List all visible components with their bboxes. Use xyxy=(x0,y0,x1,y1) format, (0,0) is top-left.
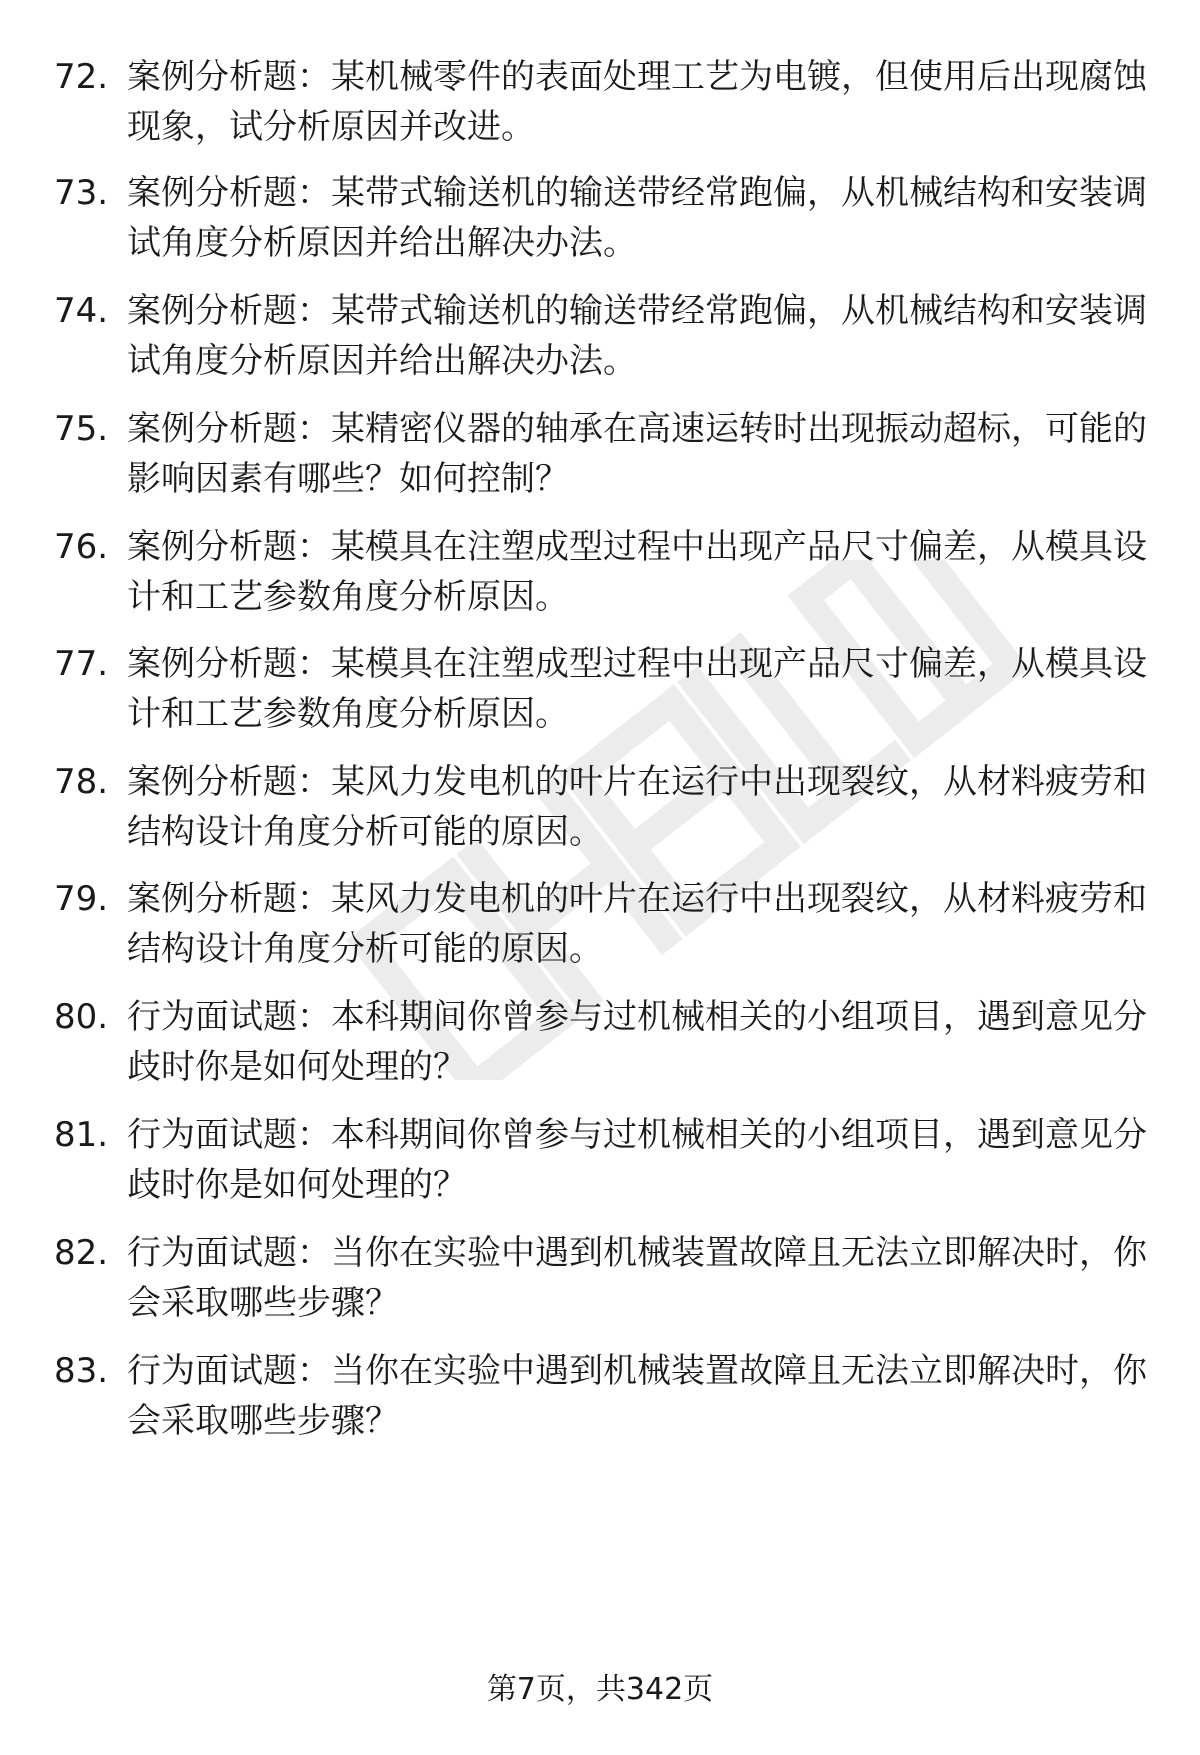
question-item xyxy=(0,168,1200,278)
question-item xyxy=(0,52,1200,162)
question-number: 79. xyxy=(54,879,109,919)
question-number: 78. xyxy=(54,762,109,802)
question-text: 案例分析题：某机械零件的表面处理工艺为电镀，但使用后出现腐蚀现象，试分析原因并改进。 xyxy=(127,57,1147,147)
question-number: 76. xyxy=(54,527,109,567)
question-text: 行为面试题：本科期间你曾参与过机械相关的小组项目，遇到意见分歧时你是如何处理的？ xyxy=(127,1115,1147,1205)
question-number: 75. xyxy=(54,409,109,449)
question-number: 72. xyxy=(54,57,109,97)
question-number: 83. xyxy=(54,1351,109,1391)
question-text: 行为面试题：当你在实验中遇到机械装置故障且无法立即解决时，你会采取哪些步骤？ xyxy=(127,1351,1147,1441)
page-number: 第7页，共342页 xyxy=(486,1672,714,1707)
question-number: 74. xyxy=(54,291,109,331)
question-text: 案例分析题：某带式输送机的输送带经常跑偏，从机械结构和安装调试角度分析原因并给出解决办法。 xyxy=(127,291,1147,381)
question-number: 82. xyxy=(54,1233,109,1273)
question-text: 案例分析题：某模具在注塑成型过程中出现产品尺寸偏差，从模具设计和工艺参数角度分析原因。 xyxy=(127,527,1147,617)
question-item xyxy=(0,639,1200,749)
question-item xyxy=(0,992,1200,1102)
question-text: 案例分析题：某带式输送机的输送带经常跑偏，从机械结构和安装调试角度分析原因并给出解决办法。 xyxy=(127,173,1147,263)
question-text: 案例分析题：某风力发电机的叶片在运行中出现裂纹，从材料疲劳和结构设计角度分析可能的原因。 xyxy=(127,762,1147,852)
question-item xyxy=(0,522,1200,632)
question-item xyxy=(0,404,1200,514)
question-text: 行为面试题：当你在实验中遇到机械装置故障且无法立即解决时，你会采取哪些步骤？ xyxy=(127,1233,1147,1323)
question-text: 行为面试题：本科期间你曾参与过机械相关的小组项目，遇到意见分歧时你是如何处理的？ xyxy=(127,997,1147,1087)
question-item xyxy=(0,874,1200,984)
question-number: 81. xyxy=(54,1115,109,1155)
question-item xyxy=(0,1228,1200,1338)
question-text: 案例分析题：某模具在注塑成型过程中出现产品尺寸偏差，从模具设计和工艺参数角度分析原因。 xyxy=(127,644,1147,734)
question-item xyxy=(0,286,1200,396)
question-item xyxy=(0,1346,1200,1456)
question-item xyxy=(0,1110,1200,1220)
question-number: 80. xyxy=(54,997,109,1037)
question-text: 案例分析题：某风力发电机的叶片在运行中出现裂纹，从材料疲劳和结构设计角度分析可能的原因。 xyxy=(127,879,1147,969)
question-number: 77. xyxy=(54,644,109,684)
question-text: 案例分析题：某精密仪器的轴承在高速运转时出现振动超标，可能的影响因素有哪些？如何控制？ xyxy=(127,409,1147,499)
question-number: 73. xyxy=(54,173,109,213)
question-item xyxy=(0,757,1200,867)
